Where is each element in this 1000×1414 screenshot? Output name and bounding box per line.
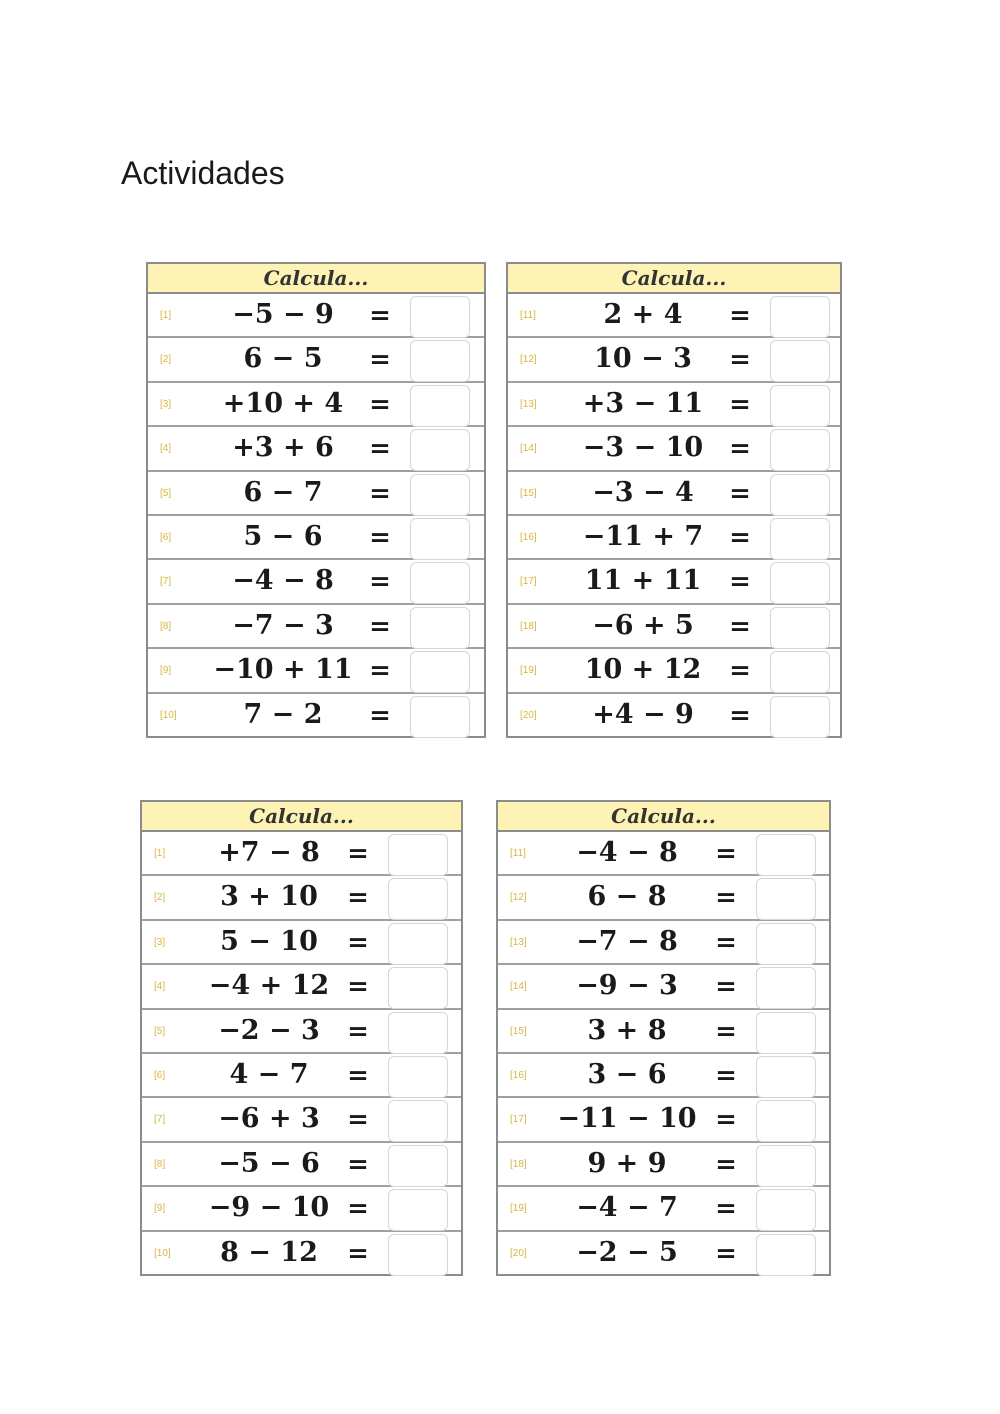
equals-sign: = <box>715 927 737 958</box>
row-expression: +3 − 11 <box>582 387 704 419</box>
calc-table-3 <box>140 800 463 1276</box>
row-expression: −3 − 4 <box>592 476 694 508</box>
equals-sign: = <box>729 434 751 465</box>
row-number: [20] <box>510 1247 527 1259</box>
row-expression: 3 + 10 <box>220 881 318 913</box>
answer-input[interactable] <box>770 296 830 338</box>
table-row <box>142 921 461 965</box>
row-number: [6] <box>154 1069 166 1081</box>
row-expression: 6 − 5 <box>243 343 323 375</box>
row-expression: 7 − 2 <box>243 698 323 730</box>
row-number: [14] <box>510 981 527 993</box>
table-row <box>142 1010 461 1054</box>
table-row <box>508 516 840 560</box>
equals-sign: = <box>715 1194 737 1225</box>
row-expression: 4 − 7 <box>229 1058 309 1090</box>
answer-input[interactable] <box>410 474 470 516</box>
answer-input[interactable] <box>756 1145 816 1187</box>
equals-sign: = <box>347 839 369 869</box>
answer-input[interactable] <box>388 1145 448 1187</box>
row-expression: −11 + 7 <box>582 520 704 552</box>
equals-sign: = <box>369 611 391 642</box>
row-expression: +10 + 4 <box>222 387 344 419</box>
row-expression: −4 + 12 <box>208 970 330 1002</box>
row-expression: 2 + 4 <box>603 299 683 330</box>
equals-sign: = <box>729 611 751 642</box>
row-expression: −6 + 3 <box>218 1103 320 1135</box>
table-row <box>508 294 840 338</box>
table-row <box>148 605 484 649</box>
equals-sign: = <box>729 301 751 331</box>
row-number: [12] <box>520 354 537 366</box>
row-expression: −3 − 10 <box>582 432 704 464</box>
answer-input[interactable] <box>388 923 448 965</box>
row-number: [13] <box>510 936 527 948</box>
equals-sign: = <box>729 389 751 420</box>
row-expression: 3 + 8 <box>587 1014 667 1046</box>
calc-table-header: Calcula... <box>148 264 484 294</box>
table-row <box>508 605 840 649</box>
table-row <box>142 1098 461 1142</box>
answer-input[interactable] <box>410 429 470 471</box>
row-expression: 5 − 6 <box>243 520 323 552</box>
equals-sign: = <box>715 1016 737 1047</box>
answer-input[interactable] <box>410 296 470 338</box>
row-number: [8] <box>154 1158 166 1170</box>
answer-input[interactable] <box>756 1012 816 1054</box>
table-row <box>508 472 840 516</box>
equals-sign: = <box>715 1105 737 1136</box>
answer-input[interactable] <box>770 696 830 738</box>
answer-input[interactable] <box>388 878 448 920</box>
row-expression: −10 + 11 <box>213 654 353 686</box>
answer-input[interactable] <box>388 1012 448 1054</box>
equals-sign: = <box>369 478 391 509</box>
row-expression: −7 − 3 <box>232 609 334 641</box>
equals-sign: = <box>347 883 369 914</box>
table-row <box>148 294 484 338</box>
answer-input[interactable] <box>770 607 830 649</box>
row-number: [17] <box>520 576 537 588</box>
answer-input[interactable] <box>770 474 830 516</box>
table-row <box>498 1143 829 1187</box>
answer-input[interactable] <box>756 923 816 965</box>
equals-sign: = <box>715 839 737 869</box>
table-row <box>148 472 484 516</box>
row-number: [9] <box>154 1203 166 1215</box>
calc-table-4 <box>496 800 831 1276</box>
row-number: [18] <box>510 1158 527 1170</box>
row-number: [6] <box>160 531 172 543</box>
equals-sign: = <box>369 522 391 553</box>
row-number: [5] <box>160 487 172 499</box>
row-number: [13] <box>520 398 537 410</box>
table-row <box>142 832 461 876</box>
row-number: [20] <box>520 709 537 721</box>
answer-input[interactable] <box>770 429 830 471</box>
table-row <box>148 560 484 604</box>
table-row <box>142 1232 461 1276</box>
equals-sign: = <box>729 478 751 509</box>
row-expression: −6 + 5 <box>592 609 694 641</box>
equals-sign: = <box>715 1149 737 1180</box>
equals-sign: = <box>729 700 751 731</box>
equals-sign: = <box>729 522 751 553</box>
equals-sign: = <box>715 1060 737 1091</box>
table-row <box>498 876 829 920</box>
row-number: [19] <box>520 665 537 677</box>
row-expression: 11 + 11 <box>584 565 702 597</box>
equals-sign: = <box>369 567 391 598</box>
table-row <box>498 1098 829 1142</box>
equals-sign: = <box>715 883 737 914</box>
answer-input[interactable] <box>410 696 470 738</box>
row-expression: −11 − 10 <box>557 1103 697 1135</box>
row-number: [2] <box>160 354 172 366</box>
equals-sign: = <box>347 1016 369 1047</box>
table-row <box>498 1054 829 1098</box>
row-number: [14] <box>520 443 537 455</box>
table-row <box>508 694 840 738</box>
row-expression: 5 − 10 <box>220 925 318 957</box>
row-number: [11] <box>520 310 536 321</box>
row-expression: −9 − 10 <box>208 1192 330 1224</box>
calc-table-header: Calcula... <box>508 264 840 294</box>
calc-table-2 <box>506 262 842 738</box>
table-row <box>498 1232 829 1276</box>
answer-input[interactable] <box>388 1100 448 1142</box>
equals-sign: = <box>729 345 751 376</box>
row-expression: −2 − 5 <box>576 1236 678 1268</box>
answer-input[interactable] <box>756 1189 816 1231</box>
table-row <box>148 694 484 738</box>
answer-input[interactable] <box>410 385 470 427</box>
row-number: [15] <box>510 1025 527 1037</box>
table-row <box>148 338 484 382</box>
answer-input[interactable] <box>410 562 470 604</box>
table-row <box>508 560 840 604</box>
table-row <box>142 1054 461 1098</box>
row-expression: −4 − 7 <box>576 1192 678 1224</box>
answer-input[interactable] <box>770 385 830 427</box>
equals-sign: = <box>347 1105 369 1136</box>
row-expression: 9 + 9 <box>587 1147 667 1179</box>
table-row <box>508 338 840 382</box>
equals-sign: = <box>369 434 391 465</box>
answer-input[interactable] <box>410 651 470 693</box>
equals-sign: = <box>347 1194 369 1225</box>
calc-table-header: Calcula... <box>498 802 829 832</box>
answer-input[interactable] <box>388 834 448 876</box>
table-row <box>508 383 840 427</box>
table-row <box>498 1010 829 1054</box>
equals-sign: = <box>347 972 369 1003</box>
row-expression: 3 − 6 <box>587 1058 667 1090</box>
answer-input[interactable] <box>756 834 816 876</box>
table-row <box>498 965 829 1009</box>
answer-input[interactable] <box>756 1100 816 1142</box>
answer-input[interactable] <box>410 518 470 560</box>
row-expression: −4 − 8 <box>232 565 334 597</box>
table-row <box>148 427 484 471</box>
row-expression: −5 − 6 <box>218 1147 320 1179</box>
equals-sign: = <box>729 567 751 598</box>
table-row <box>498 921 829 965</box>
answer-input[interactable] <box>770 340 830 382</box>
row-number: [4] <box>154 981 166 993</box>
answer-input[interactable] <box>410 340 470 382</box>
answer-input[interactable] <box>410 607 470 649</box>
row-expression: 8 − 12 <box>220 1236 318 1268</box>
answer-input[interactable] <box>756 967 816 1009</box>
equals-sign: = <box>347 927 369 958</box>
row-number: [1] <box>160 310 172 321</box>
table-row <box>148 383 484 427</box>
table-row <box>148 516 484 560</box>
equals-sign: = <box>729 656 751 687</box>
row-expression: −4 − 8 <box>576 837 678 868</box>
row-number: [11] <box>510 848 526 859</box>
row-number: [16] <box>520 531 537 543</box>
equals-sign: = <box>347 1238 369 1269</box>
answer-input[interactable] <box>770 562 830 604</box>
answer-input[interactable] <box>770 518 830 560</box>
equals-sign: = <box>369 345 391 376</box>
row-number: [3] <box>160 398 172 410</box>
row-expression: 6 − 7 <box>243 476 323 508</box>
equals-sign: = <box>715 972 737 1003</box>
row-number: [8] <box>160 620 172 632</box>
row-number: [17] <box>510 1114 527 1126</box>
row-number: [3] <box>154 936 166 948</box>
answer-input[interactable] <box>756 1234 816 1276</box>
row-number: [18] <box>520 620 537 632</box>
row-expression: −7 − 8 <box>576 925 678 957</box>
row-number: [9] <box>160 665 172 677</box>
row-number: [5] <box>154 1025 166 1037</box>
calc-table-header: Calcula... <box>142 802 461 832</box>
row-expression: 10 − 3 <box>594 343 692 375</box>
equals-sign: = <box>715 1238 737 1269</box>
equals-sign: = <box>369 301 391 331</box>
answer-input[interactable] <box>388 1189 448 1231</box>
row-number: [2] <box>154 892 166 904</box>
equals-sign: = <box>369 700 391 731</box>
table-row <box>142 876 461 920</box>
row-number: [19] <box>510 1203 527 1215</box>
equals-sign: = <box>347 1060 369 1091</box>
table-row <box>148 649 484 693</box>
table-row <box>142 1143 461 1187</box>
table-row <box>508 427 840 471</box>
row-number: [10] <box>160 709 177 721</box>
row-number: [7] <box>160 576 172 588</box>
row-expression: −5 − 9 <box>232 299 334 330</box>
row-number: [10] <box>154 1247 171 1259</box>
answer-input[interactable] <box>770 651 830 693</box>
row-expression: −2 − 3 <box>218 1014 320 1046</box>
answer-input[interactable] <box>388 1234 448 1276</box>
answer-input[interactable] <box>756 878 816 920</box>
calc-table-1 <box>146 262 486 738</box>
equals-sign: = <box>347 1149 369 1180</box>
answer-input[interactable] <box>388 967 448 1009</box>
answer-input[interactable] <box>756 1056 816 1098</box>
row-expression: −9 − 3 <box>576 970 678 1002</box>
table-row <box>498 1187 829 1231</box>
table-row <box>498 832 829 876</box>
equals-sign: = <box>369 656 391 687</box>
table-row <box>142 1187 461 1231</box>
row-number: [16] <box>510 1069 527 1081</box>
table-row <box>142 965 461 1009</box>
row-number: [7] <box>154 1114 166 1126</box>
table-row <box>508 649 840 693</box>
row-expression: +7 − 8 <box>218 837 320 868</box>
row-number: [4] <box>160 443 172 455</box>
row-expression: +4 − 9 <box>592 698 694 730</box>
row-expression: +3 + 6 <box>232 432 334 464</box>
row-number: [15] <box>520 487 537 499</box>
row-expression: 10 + 12 <box>584 654 702 686</box>
row-expression: 6 − 8 <box>587 881 667 913</box>
equals-sign: = <box>369 389 391 420</box>
row-number: [12] <box>510 892 527 904</box>
row-number: [1] <box>154 848 166 859</box>
answer-input[interactable] <box>388 1056 448 1098</box>
page-title: Actividades <box>121 155 285 191</box>
